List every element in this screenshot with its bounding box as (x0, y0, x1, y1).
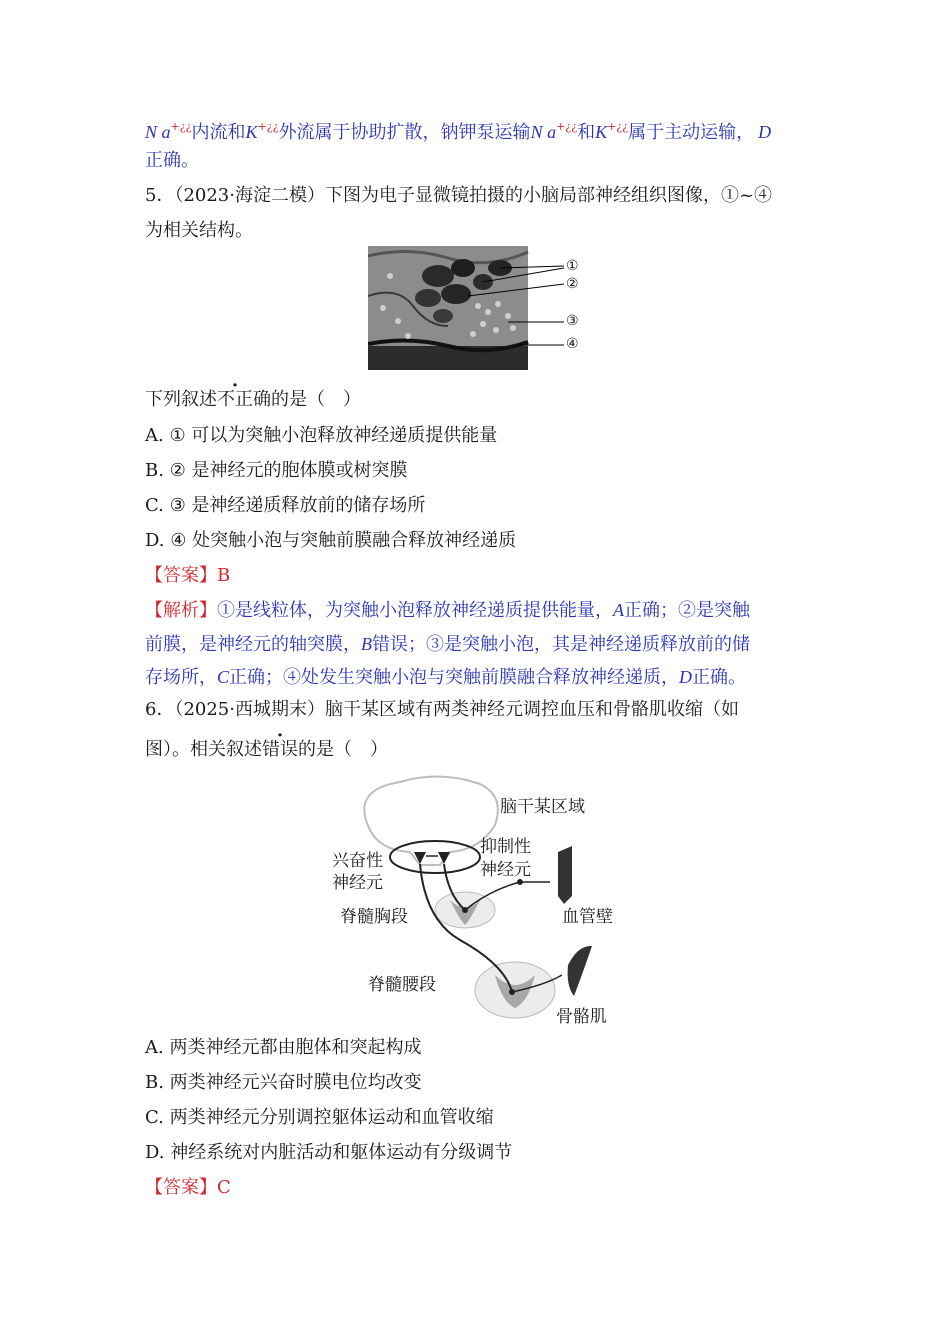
na-symbol: N a (530, 122, 557, 142)
q5-option-c: C. ③ 是神经递质释放前的储存场所 (145, 495, 426, 516)
q6-stem-line-2 (145, 737, 388, 763)
option-letter: C (217, 667, 230, 687)
explanation-line-2: 正确。 (145, 150, 199, 171)
option-letter: B (361, 634, 372, 654)
micrograph-image (368, 246, 586, 370)
text: 外流属于协助扩散，钠钾泵运输 (278, 122, 531, 143)
label-inhibitory-1: 抑制性 (480, 837, 531, 857)
superscript: +¿¿ (257, 120, 279, 133)
answer-tag: 【答案】 (145, 565, 217, 586)
emphasis-text: 错误 (262, 739, 298, 760)
text: 前膜，是神经元的轴突膜， (145, 634, 361, 655)
q5-micrograph-figure (368, 246, 586, 370)
answer-value: C (217, 1177, 231, 1198)
q6-answer (145, 1175, 231, 1201)
q5-analysis-line-3 (145, 664, 746, 691)
q6-neuron-diagram (330, 770, 630, 1026)
label-inhibitory-2: 神经元 (480, 860, 531, 880)
q5-analysis-line-1 (145, 597, 750, 624)
label-3: ③ (566, 313, 579, 329)
answer-value: B (217, 565, 231, 586)
text: 属于主动运输， (628, 122, 755, 143)
emphasis-text: 不正 (217, 389, 253, 410)
text: 错误；③是突触小泡，其是神经递质释放前的储 (372, 634, 750, 655)
text: ①是线粒体，为突触小泡释放神经递质提供能量， (217, 600, 613, 621)
text: 内流和 (191, 122, 246, 143)
label-lumbar: 脊髓腰段 (368, 975, 436, 995)
label-muscle: 骨骼肌 (556, 1007, 607, 1027)
q5-option-d: D. ④ 处突触小泡与突触前膜融合释放神经递质 (145, 530, 517, 551)
text: 图）。相关叙述 (145, 739, 262, 760)
q5-option-a: A. ① 可以为突触小泡释放神经递质提供能量 (145, 425, 498, 446)
d-symbol: D (758, 122, 772, 142)
analysis-tag: 【解析】 (145, 600, 217, 621)
text: 存场所， (145, 667, 217, 688)
text: 下列叙述 (145, 389, 217, 410)
q5-option-b: B. ② 是神经元的胞体膜或树突膜 (145, 460, 408, 481)
q5-analysis-line-2 (145, 631, 750, 658)
k-symbol: K (595, 122, 608, 142)
superscript: +¿¿ (170, 120, 192, 133)
answer-tag: 【答案】 (145, 1177, 217, 1198)
q6-stem-line-1: 6．（2025·西城期末）脑干某区域有两类神经元调控血压和骨骼肌收缩（如 (145, 699, 739, 720)
text: 正确；②是突触 (624, 600, 750, 621)
label-4: ④ (566, 336, 579, 352)
superscript: +¿¿ (556, 120, 578, 133)
label-vessel: 血管壁 (562, 907, 613, 927)
q5-question (145, 387, 361, 413)
text: 确的是（ ） (253, 389, 361, 410)
k-symbol: K (245, 122, 258, 142)
q6-option-d: D. 神经系统对内脏活动和躯体运动有分级调节 (145, 1142, 513, 1163)
label-excitatory-2: 神经元 (332, 873, 383, 893)
label-excitatory-1: 兴奋性 (332, 851, 383, 871)
q6-option-c: C. 两类神经元分别调控躯体运动和血管收缩 (145, 1107, 494, 1128)
na-symbol: N a (145, 122, 171, 142)
q6-option-b: B. 两类神经元兴奋时膜电位均改变 (145, 1072, 422, 1093)
text: 正确。 (692, 667, 747, 688)
text: 的是（ ） (298, 739, 388, 760)
text: 正确；④处发生突触小泡与突触前膜融合释放神经递质， (229, 667, 680, 688)
superscript: +¿¿ (607, 120, 629, 133)
label-brainstem: 脑干某区域 (500, 797, 585, 817)
option-letter: A (613, 600, 624, 620)
label-thoracic: 脊髓胸段 (340, 907, 408, 927)
explanation-line-1 (145, 114, 771, 146)
q5-stem-line-1: 5．（2023·海淀二模）下图为电子显微镜拍摄的小脑局部神经组织图像，①~④ (145, 185, 773, 206)
label-1: ① (566, 258, 579, 274)
option-letter: D (679, 667, 693, 687)
q6-option-a: A. 两类神经元都由胞体和突起构成 (145, 1037, 422, 1058)
q5-stem-line-2: 为相关结构。 (145, 220, 253, 241)
q5-answer (145, 563, 230, 589)
label-2: ② (566, 276, 579, 292)
text: 和 (577, 122, 596, 143)
